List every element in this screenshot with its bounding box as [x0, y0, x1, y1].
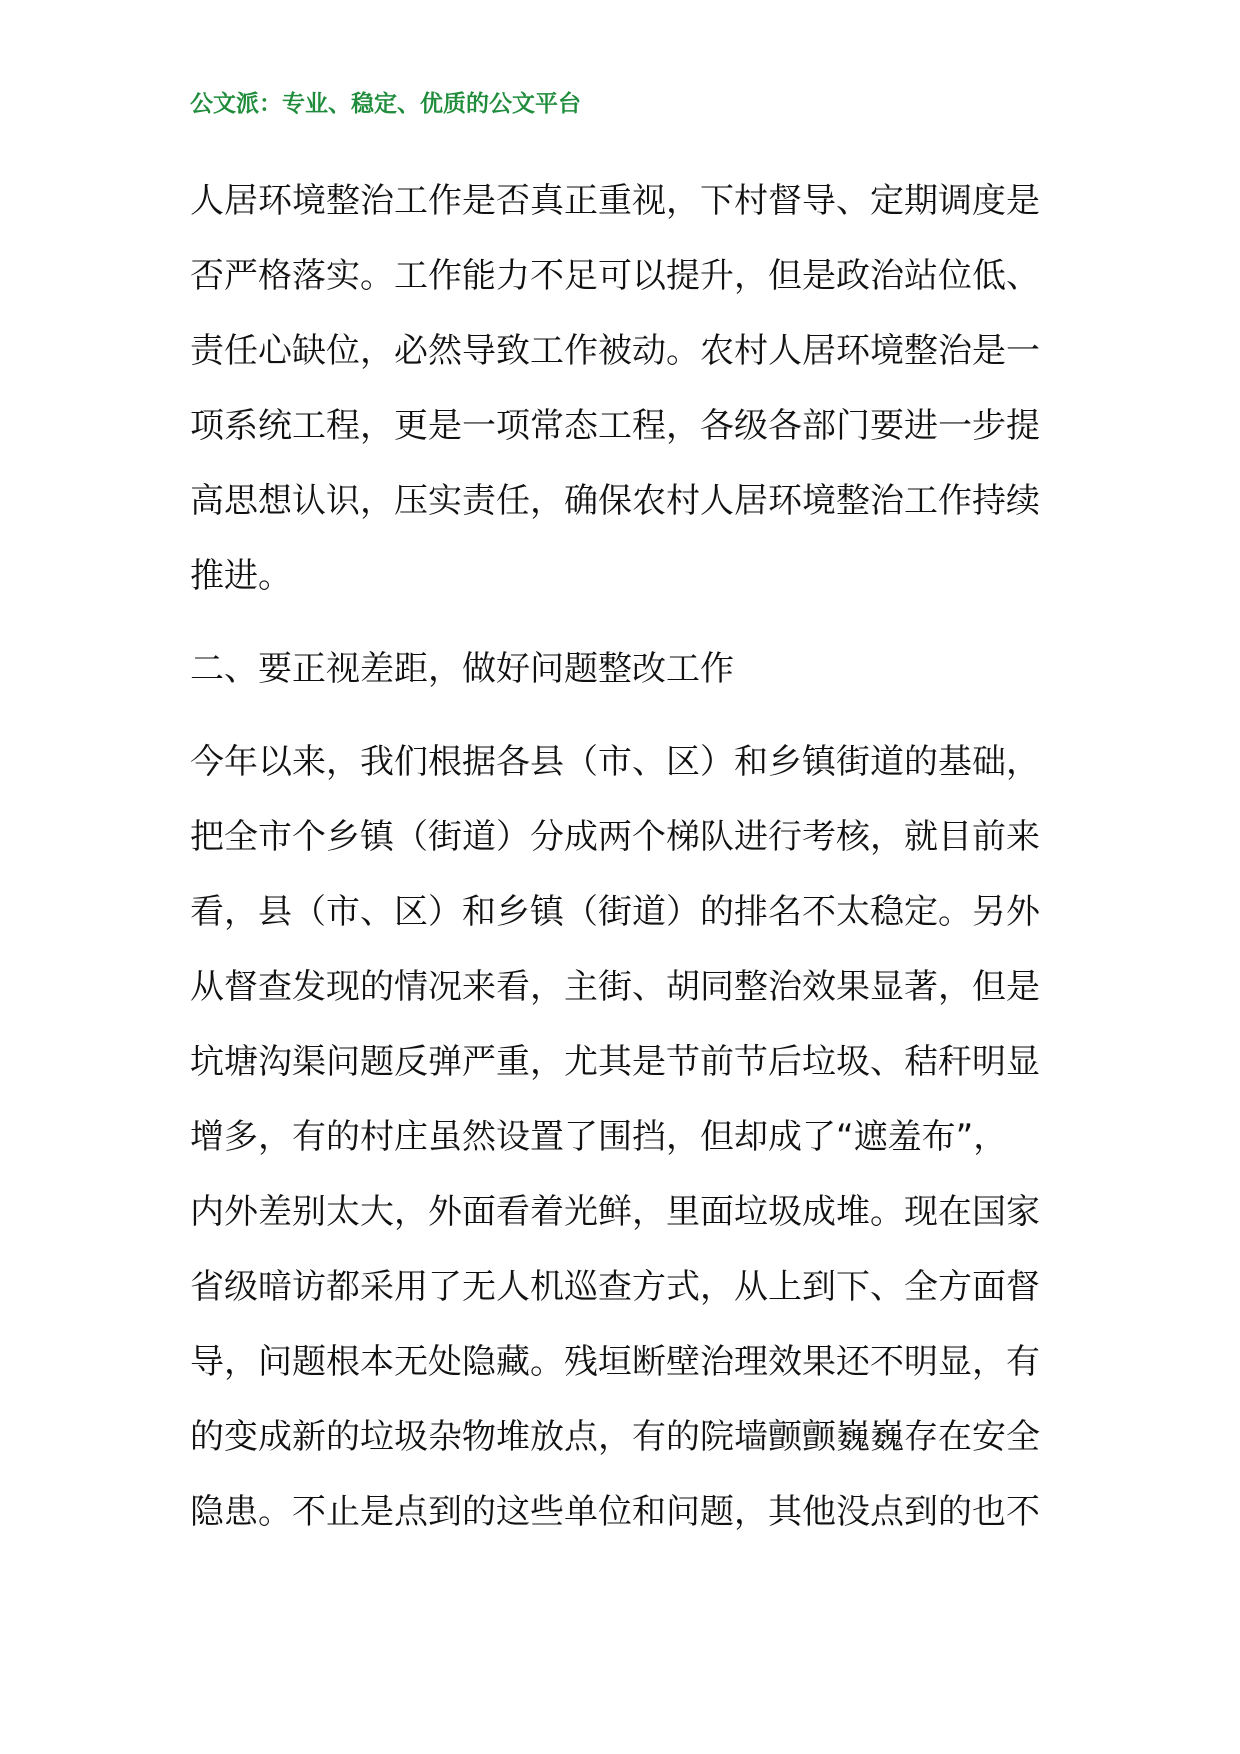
text-line: 导，问题根本无处隐藏。残垣断壁治理效果还不明显，有: [190, 1342, 1040, 1382]
paragraph-2: [190, 725, 1070, 1550]
text-line: 内外差别太大，外面看着光鲜，里面垃圾成堆。现在国家: [190, 1192, 1040, 1232]
text-line: 今年以来，我们根据各县（市、区）和乡镇街道的基础，: [190, 742, 1040, 782]
text-line: 项系统工程，更是一项常态工程，各级各部门要进一步提: [190, 406, 1040, 446]
paragraph-1: [190, 164, 1070, 614]
text-line: 隐患。不止是点到的这些单位和问题，其他没点到的也不: [190, 1492, 1040, 1532]
text-line: 坑塘沟渠问题反弹严重，尤其是节前节后垃圾、秸秆明显: [190, 1042, 1040, 1082]
text-line: 人居环境整治工作是否真正重视，下村督导、定期调度是: [190, 181, 1040, 221]
text-line: 把全市个乡镇（街道）分成两个梯队进行考核，就目前来: [190, 817, 1040, 857]
text-line: 否严格落实。工作能力不足可以提升，但是政治站位低、: [190, 256, 1040, 296]
text-line: 看，县（市、区）和乡镇（街道）的排名不太稳定。另外: [190, 892, 1040, 932]
text-line: 的变成新的垃圾杂物堆放点，有的院墙颤颤巍巍存在安全: [190, 1417, 1040, 1457]
text-line: 增多，有的村庄虽然设置了围挡，但却成了“遮羞布”，: [190, 1117, 1008, 1157]
paragraph-gap: [190, 707, 1070, 725]
text-line: 责任心缺位，必然导致工作被动。农村人居环境整治是一: [190, 331, 1040, 371]
document-header: 公文派：专业、稳定、优质的公文平台: [190, 91, 581, 117]
text-line: 省级暗访都采用了无人机巡查方式，从上到下、全方面督: [190, 1267, 1040, 1307]
text-line: 推进。: [190, 556, 292, 596]
document-body: [190, 164, 1070, 1550]
section-heading: 二、要正视差距，做好问题整改工作: [190, 649, 734, 689]
text-line: 从督查发现的情况来看，主街、胡同整治效果显著，但是: [190, 967, 1040, 1007]
text-line: 高思想认识，压实责任，确保农村人居环境整治工作持续: [190, 481, 1040, 521]
paragraph-gap: [190, 614, 1070, 632]
